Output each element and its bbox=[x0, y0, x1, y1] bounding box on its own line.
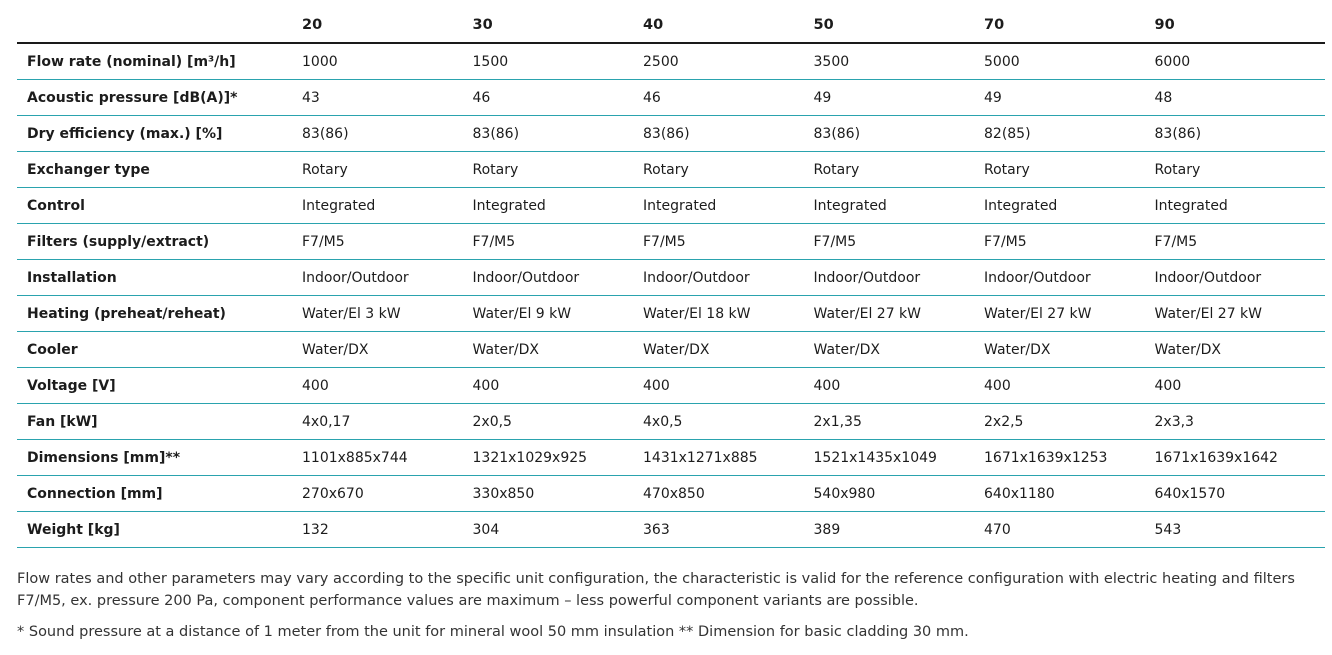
row-label: Weight [kg] bbox=[17, 512, 302, 548]
table-cell: Integrated bbox=[302, 188, 473, 224]
table-row bbox=[17, 332, 1325, 368]
table-cell: 640x1180 bbox=[984, 476, 1155, 512]
table-cell: 2x1,35 bbox=[814, 404, 985, 440]
table-body bbox=[17, 43, 1325, 548]
table-row bbox=[17, 188, 1325, 224]
table-cell: 470 bbox=[984, 512, 1155, 548]
table-cell: F7/M5 bbox=[814, 224, 985, 260]
table-cell: Water/El 27 kW bbox=[984, 296, 1155, 332]
row-label: Dry efficiency (max.) [%] bbox=[17, 116, 302, 152]
header-cell-label bbox=[17, 8, 302, 43]
table-cell: 6000 bbox=[1155, 43, 1326, 80]
table-cell: Water/DX bbox=[1155, 332, 1326, 368]
table-cell: 2x2,5 bbox=[984, 404, 1155, 440]
table-cell: 270x670 bbox=[302, 476, 473, 512]
header-cell-model: 70 bbox=[984, 8, 1155, 43]
row-label: Voltage [V] bbox=[17, 368, 302, 404]
table-cell: 2500 bbox=[643, 43, 814, 80]
table-cell: 400 bbox=[473, 368, 644, 404]
table-cell: Water/El 27 kW bbox=[1155, 296, 1326, 332]
table-cell: Integrated bbox=[643, 188, 814, 224]
table-row bbox=[17, 440, 1325, 476]
row-label: Fan [kW] bbox=[17, 404, 302, 440]
table-cell: F7/M5 bbox=[473, 224, 644, 260]
table-cell: 5000 bbox=[984, 43, 1155, 80]
table-row bbox=[17, 512, 1325, 548]
table-cell: 400 bbox=[814, 368, 985, 404]
table-cell: F7/M5 bbox=[1155, 224, 1326, 260]
table-cell: 83(86) bbox=[473, 116, 644, 152]
row-label: Installation bbox=[17, 260, 302, 296]
table-cell: 83(86) bbox=[1155, 116, 1326, 152]
table-cell: Water/DX bbox=[814, 332, 985, 368]
table-cell: Indoor/Outdoor bbox=[302, 260, 473, 296]
spec-table bbox=[17, 8, 1325, 548]
table-cell: Water/El 9 kW bbox=[473, 296, 644, 332]
table-cell: 83(86) bbox=[643, 116, 814, 152]
table-cell: Indoor/Outdoor bbox=[814, 260, 985, 296]
table-cell: Water/DX bbox=[643, 332, 814, 368]
header-cell-model: 50 bbox=[814, 8, 985, 43]
table-cell: 43 bbox=[302, 80, 473, 116]
table-cell: Indoor/Outdoor bbox=[1155, 260, 1326, 296]
table-cell: Integrated bbox=[814, 188, 985, 224]
table-cell: 46 bbox=[643, 80, 814, 116]
table-cell: Indoor/Outdoor bbox=[643, 260, 814, 296]
table-row bbox=[17, 43, 1325, 80]
row-label: Control bbox=[17, 188, 302, 224]
table-cell: Indoor/Outdoor bbox=[984, 260, 1155, 296]
table-cell: Integrated bbox=[984, 188, 1155, 224]
table-cell: 2x3,3 bbox=[1155, 404, 1326, 440]
table-cell: F7/M5 bbox=[302, 224, 473, 260]
table-cell: 1671x1639x1642 bbox=[1155, 440, 1326, 476]
table-cell: Integrated bbox=[473, 188, 644, 224]
table-cell: 48 bbox=[1155, 80, 1326, 116]
table-cell: Rotary bbox=[473, 152, 644, 188]
table-cell: 1321x1029x925 bbox=[473, 440, 644, 476]
table-row bbox=[17, 224, 1325, 260]
table-cell: 400 bbox=[302, 368, 473, 404]
table-cell: 389 bbox=[814, 512, 985, 548]
table-row bbox=[17, 80, 1325, 116]
table-cell: 4x0,17 bbox=[302, 404, 473, 440]
table-cell: 49 bbox=[984, 80, 1155, 116]
table-cell: Rotary bbox=[984, 152, 1155, 188]
table-cell: Indoor/Outdoor bbox=[473, 260, 644, 296]
table-cell: 400 bbox=[984, 368, 1155, 404]
footnote-configuration: Flow rates and other parameters may vary according to the specific unit configuration, the characteristic is valid for the reference configuration with electric heating and filters F7/M5, ex. pressure 200 Pa, component performance values are maximum – less powerful component variants are possible. bbox=[17, 571, 1295, 609]
table-cell: Rotary bbox=[643, 152, 814, 188]
table-cell: Water/DX bbox=[302, 332, 473, 368]
table-cell: 1521x1435x1049 bbox=[814, 440, 985, 476]
table-cell: 543 bbox=[1155, 512, 1326, 548]
table-header-row bbox=[17, 8, 1325, 43]
table-cell: Rotary bbox=[302, 152, 473, 188]
table-cell: 363 bbox=[643, 512, 814, 548]
table-cell: Water/DX bbox=[984, 332, 1155, 368]
table-cell: 400 bbox=[643, 368, 814, 404]
table-cell: 1431x1271x885 bbox=[643, 440, 814, 476]
table-row bbox=[17, 404, 1325, 440]
table-cell: F7/M5 bbox=[643, 224, 814, 260]
row-label: Filters (supply/extract) bbox=[17, 224, 302, 260]
header-cell-model: 90 bbox=[1155, 8, 1326, 43]
table-row bbox=[17, 152, 1325, 188]
table-cell: F7/M5 bbox=[984, 224, 1155, 260]
table-cell: 46 bbox=[473, 80, 644, 116]
header-cell-model: 40 bbox=[643, 8, 814, 43]
table-row bbox=[17, 476, 1325, 512]
row-label: Acoustic pressure [dB(A)]* bbox=[17, 80, 302, 116]
header-cell-model: 30 bbox=[473, 8, 644, 43]
table-cell: 540x980 bbox=[814, 476, 985, 512]
row-label: Dimensions [mm]** bbox=[17, 440, 302, 476]
table-row bbox=[17, 296, 1325, 332]
table-cell: 470x850 bbox=[643, 476, 814, 512]
row-label: Connection [mm] bbox=[17, 476, 302, 512]
table-cell: 49 bbox=[814, 80, 985, 116]
table-cell: Rotary bbox=[1155, 152, 1326, 188]
table-cell: 1101x885x744 bbox=[302, 440, 473, 476]
table-cell: 83(86) bbox=[302, 116, 473, 152]
table-row bbox=[17, 368, 1325, 404]
table-cell: 3500 bbox=[814, 43, 985, 80]
row-label: Cooler bbox=[17, 332, 302, 368]
table-cell: 1000 bbox=[302, 43, 473, 80]
table-cell: Water/El 27 kW bbox=[814, 296, 985, 332]
table-cell: 640x1570 bbox=[1155, 476, 1326, 512]
row-label: Flow rate (nominal) [m³/h] bbox=[17, 43, 302, 80]
table-cell: 82(85) bbox=[984, 116, 1155, 152]
table-cell: 4x0,5 bbox=[643, 404, 814, 440]
table-cell: Water/DX bbox=[473, 332, 644, 368]
table-cell: Integrated bbox=[1155, 188, 1326, 224]
table-cell: 1500 bbox=[473, 43, 644, 80]
table-cell: 132 bbox=[302, 512, 473, 548]
table-row bbox=[17, 260, 1325, 296]
table-cell: 1671x1639x1253 bbox=[984, 440, 1155, 476]
table-row bbox=[17, 116, 1325, 152]
header-cell-model: 20 bbox=[302, 8, 473, 43]
table-cell: 400 bbox=[1155, 368, 1326, 404]
table-cell: 330x850 bbox=[473, 476, 644, 512]
footnote-sound-dimension: * Sound pressure at a distance of 1 meter from the unit for mineral wool 50 mm insulation ** Dimension for basic cladding 30 mm. bbox=[17, 624, 969, 640]
table-cell: Water/El 18 kW bbox=[643, 296, 814, 332]
row-label: Exchanger type bbox=[17, 152, 302, 188]
table-cell: Water/El 3 kW bbox=[302, 296, 473, 332]
table-cell: Rotary bbox=[814, 152, 985, 188]
table-cell: 83(86) bbox=[814, 116, 985, 152]
table-cell: 2x0,5 bbox=[473, 404, 644, 440]
row-label: Heating (preheat/reheat) bbox=[17, 296, 302, 332]
table-cell: 304 bbox=[473, 512, 644, 548]
